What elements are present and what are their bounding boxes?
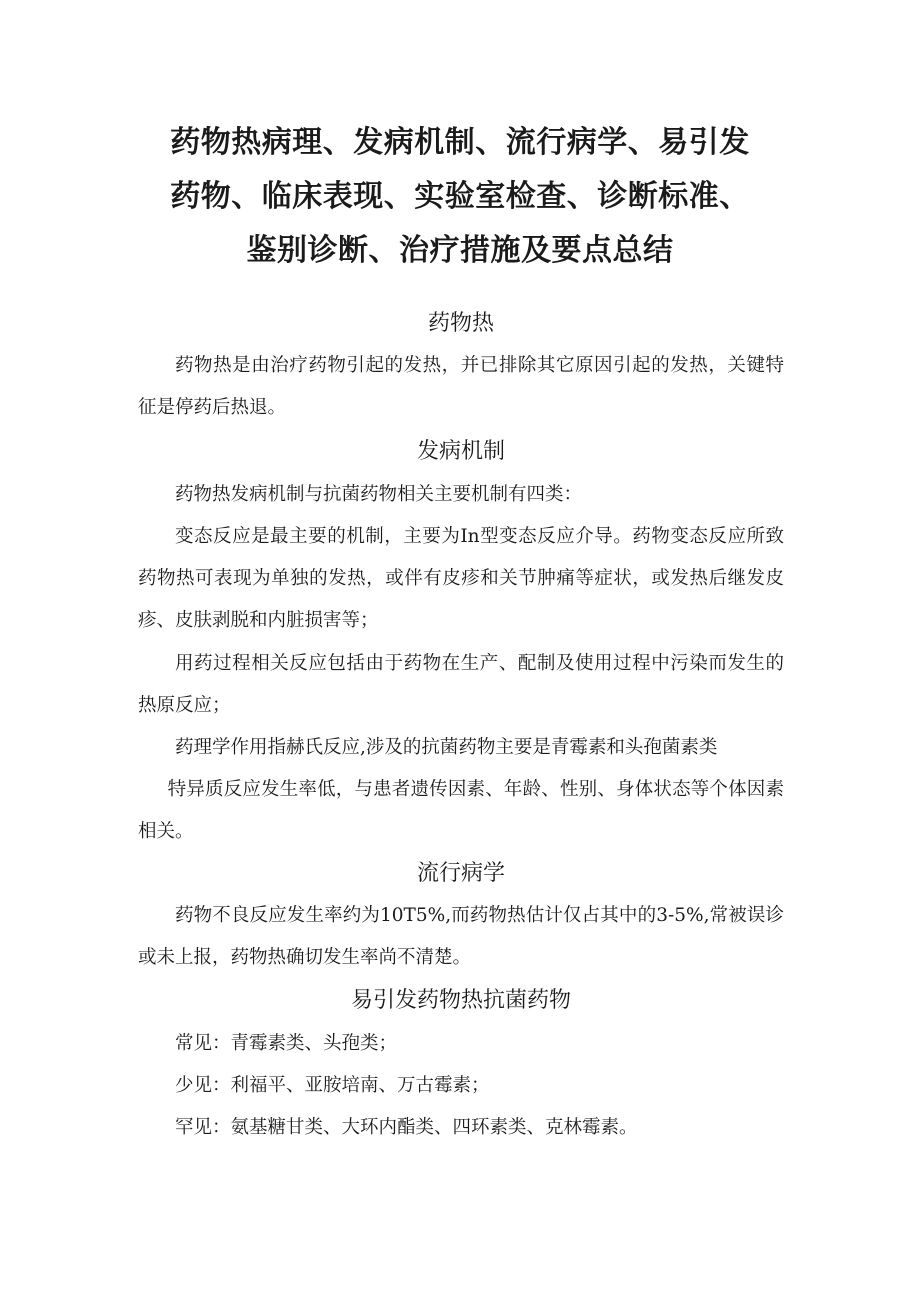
title-line: 鉴别诊断、治疗措施及要点总结 (246, 233, 674, 268)
drugs-common: 常见：青霉素类、头孢类； (175, 1033, 398, 1054)
mechanism-item-idiosyncrasy: 特异质反应发生率低，与患者遗传因素、年龄、性别、身体状态等个体因素相关。 (138, 779, 784, 842)
title-line: 药物热病理、发病机制、流行病学、易引发 (170, 125, 750, 160)
section-heading-drugs: 易引发药物热抗菌药物 (350, 988, 571, 1013)
definition-paragraph: 药物热是由治疗药物引起的发热，并已排除其它原因引起的发热，关键特征是停药后热退。 (138, 355, 784, 418)
mechanism-item-allergy: 变态反应是最主要的机制，主要为In型变态反应介导。药物变态反应所致药物热可表现为单独的发热，或伴有皮疹和关节肿痛等症状，或发热后继发皮疹、皮肤剥脱和内脏损害等； (138, 526, 784, 631)
mechanism-item-process: 用药过程相关反应包括由于药物在生产、配制及使用过程中污染而发生的热原反应； (138, 653, 784, 716)
section-heading-epidemiology: 流行病学 (416, 861, 505, 886)
title-line: 药物、临床表现、实验室检查、诊断标准、 (170, 179, 750, 214)
epidemiology-paragraph: 药物不良反应发生率约为10T5%,而药物热估计仅占其中的3-5%,常被误诊或未上报，药物热确切发生率尚不清楚。 (138, 905, 784, 968)
mechanism-intro: 药物热发病机制与抗菌药物相关主要机制有四类： (175, 484, 583, 505)
mechanism-item-pharmacology: 药理学作用指赫氏反应,涉及的抗菌药物主要是青霉素和头孢菌素类 (175, 737, 718, 758)
drugs-rare: 罕见：氨基糖甘类、大环内酯类、四环素类、克林霉素。 (175, 1117, 638, 1138)
section-heading-mechanism: 发病机制 (416, 439, 505, 464)
drugs-uncommon: 少见：利福平、亚胺培南、万古霉素； (175, 1075, 490, 1096)
document-title (140, 116, 780, 278)
section-heading-definition: 药物热 (427, 311, 494, 336)
